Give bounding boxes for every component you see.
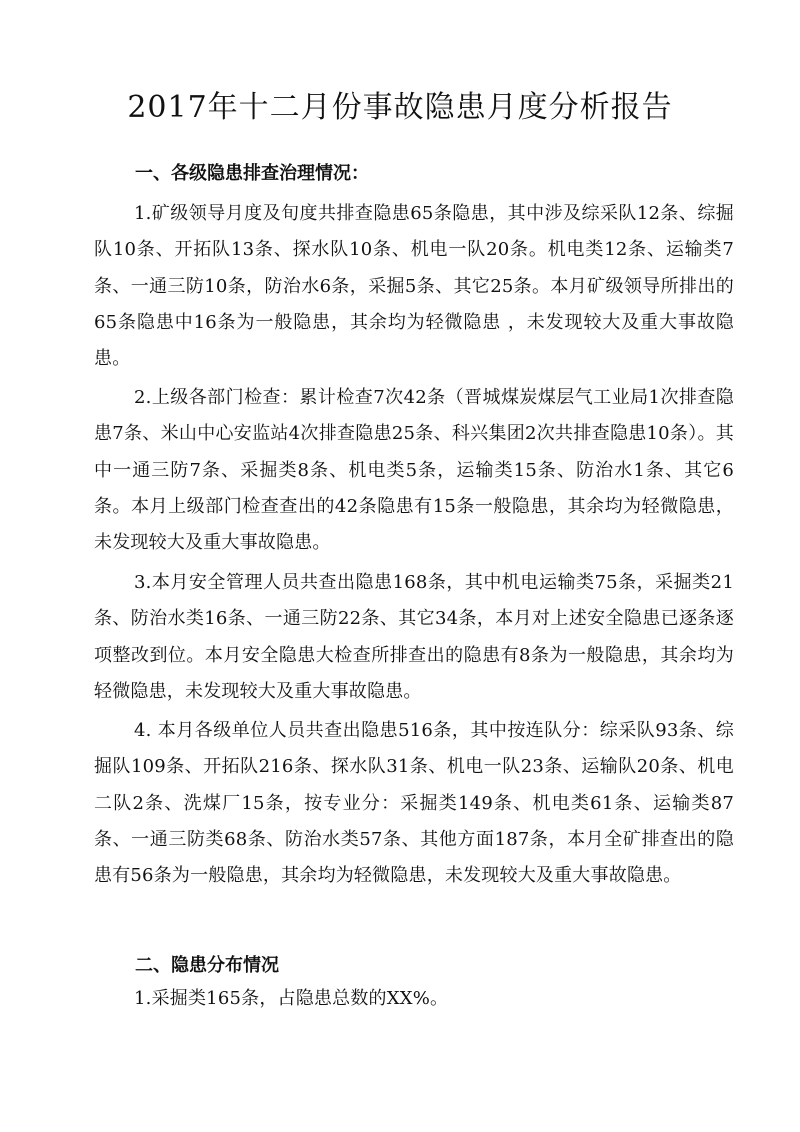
- paragraph-1: 1.矿级领导月度及旬度共排查隐患65条隐患，其中涉及综采队12条、综掘队10条、开拓队13条、探水队10条、机电一队20条。机电类12条、运输类7条、一通三防10条，防治水6条，采掘5条、其它25条。本月矿级领导所排出的65条隐患中16条为一般隐患，其余均为轻微隐患 ，未发现较大及重大事故隐患。: [94, 203, 734, 370]
- document-title: 2017年十二月份事故隐患月度分析报告: [127, 90, 673, 125]
- section-heading-1: 一、各级隐患排查治理情况：: [135, 163, 369, 184]
- paragraph-4: 4. 本月各级单位人员共查出隐患516条，其中按连队分：综采队93条、综掘队109条、开拓队216条、探水队31条、机电一队23条、运输队20条、机电二队2条、洗煤厂15条，按专业分：采掘类149条、机电类61条、运输类87条、一通三防类68条、防治水类57条、其他方面187条，本月全矿排查出的隐患有56条为一般隐患，其余均为轻微隐患，未发现较大及重大事故隐患。: [94, 720, 734, 887]
- paragraph-3: 3.本月安全管理人员共查出隐患168条，其中机电运输类75条，采掘类21条、防治水类16条、一通三防22条、其它34条，本月对上述安全隐患已逐条逐项整改到位。本月安全隐患大检查所排查出的隐患有8条为一般隐患，其余均为轻微隐患，未发现较大及重大事故隐患。: [94, 572, 734, 702]
- section-heading-2: 二、隐患分布情况: [135, 955, 279, 976]
- paragraph-5: 1.采掘类165条，占隐患总数的XX%。: [134, 988, 449, 1009]
- paragraph-2: 2.上级各部门检查：累计检查7次42条（晋城煤炭煤层气工业局1次排查隐患7条、米山中心安监站4次排查隐患25条、科兴集团2次共排查隐患10条）。其中一通三防7条、采掘类8条、机电类5条，运输类15条、防治水1条、其它6条。本月上级部门检查查出的42条隐患有15条一般隐患，其余均为轻微隐患，未发现较大及重大事故隐患。: [94, 387, 734, 554]
